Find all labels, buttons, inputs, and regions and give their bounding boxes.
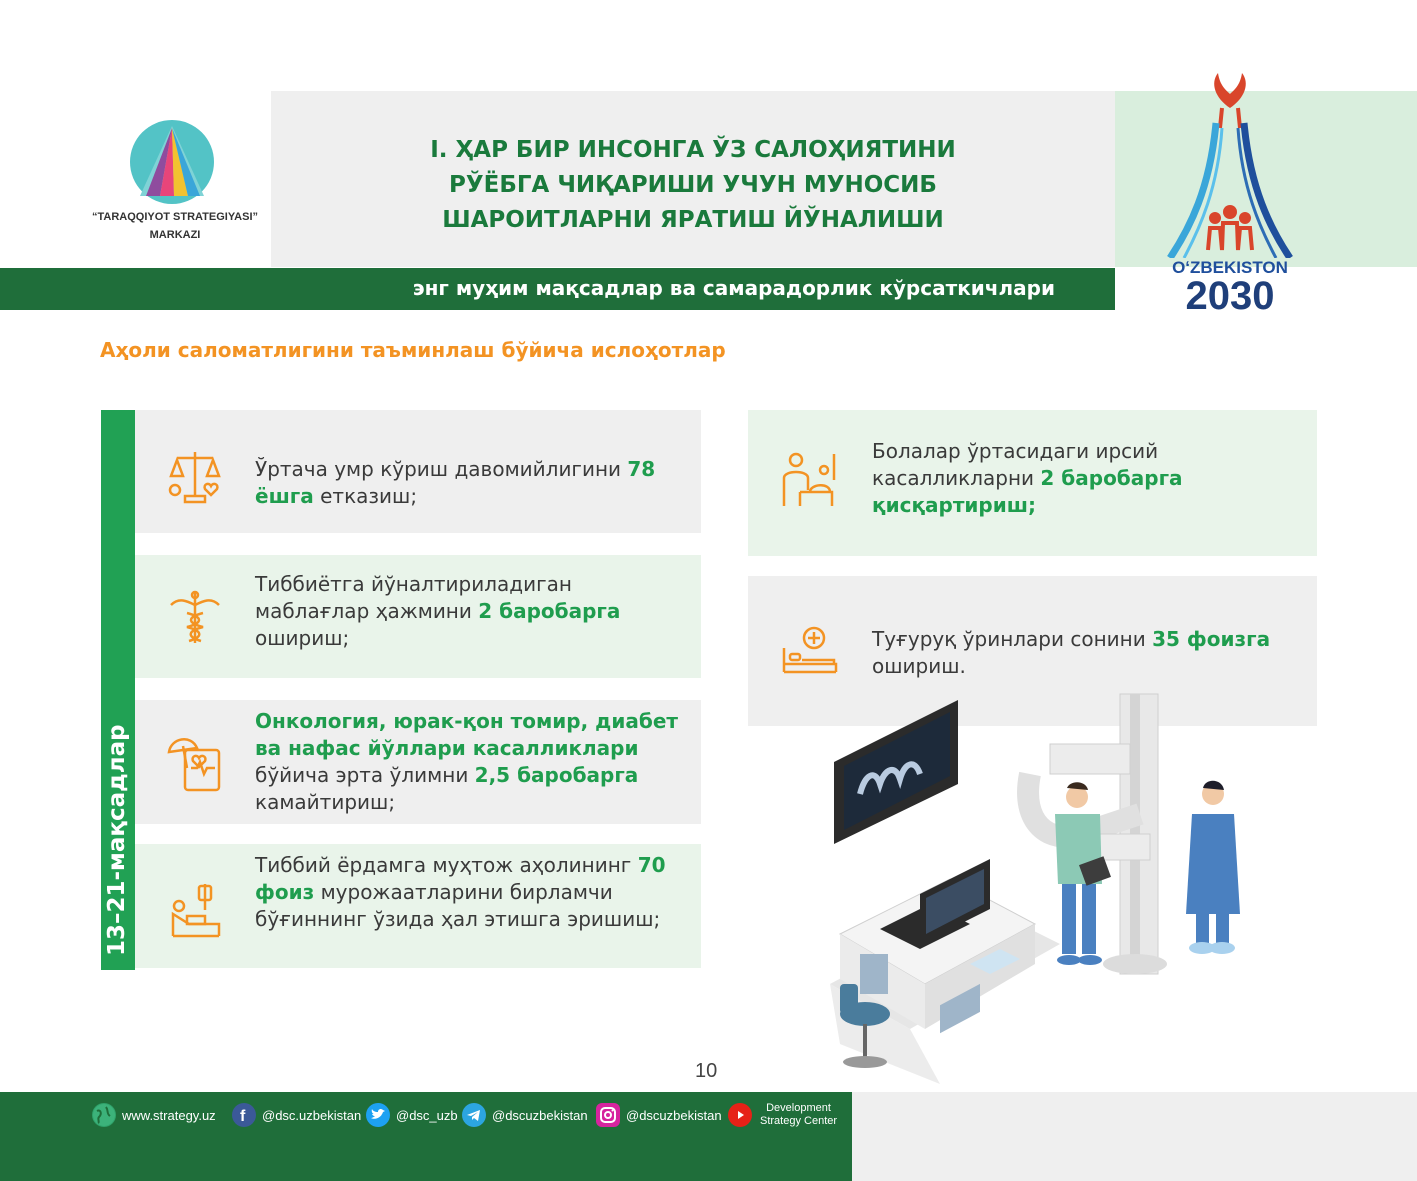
patient-bed-icon — [165, 880, 225, 940]
page-title — [271, 133, 1115, 238]
subtitle-bar — [0, 268, 1115, 310]
subtitle: энг муҳим мақсадлар ва самарадорлик кўрсаткичлари — [412, 276, 1055, 300]
health-umbrella-icon — [165, 732, 225, 792]
svg-text:f: f — [240, 1108, 246, 1125]
globe-icon — [92, 1103, 116, 1127]
logo-text-line1: “TARAQQIYOT STRATEGIYASI” — [91, 211, 259, 223]
goal-card-6-text — [872, 626, 1292, 680]
goal-3-highlight-b: 2,5 баробарга — [474, 763, 639, 787]
dsc-line-1: Development — [766, 1102, 831, 1114]
twitter-link[interactable]: @dsc_uzb — [396, 1107, 458, 1123]
goal-card-1 — [135, 410, 701, 533]
twitter-icon — [366, 1103, 390, 1127]
goal-2-text-b: ошириш; — [255, 626, 350, 650]
uzbekistan-2030-logo — [1160, 68, 1300, 318]
goal-card-3 — [135, 700, 701, 824]
caduceus-icon — [165, 587, 225, 647]
goal-3-highlight-a: Онкология, юрак-қон томир, диабет ва нафас йўллари касалликлари — [255, 709, 678, 760]
scales-heart-icon — [165, 446, 225, 506]
telegram-link[interactable]: @dscuzbekistan — [492, 1107, 588, 1123]
instagram-link[interactable]: @dscuzbekistan — [626, 1107, 722, 1123]
footer-instagram[interactable] — [596, 1103, 722, 1127]
footer-twitter[interactable] — [366, 1103, 458, 1127]
telegram-icon — [462, 1103, 486, 1127]
footer-youtube[interactable] — [728, 1103, 752, 1127]
logo-text-line2: MARKAZI — [149, 229, 201, 241]
goal-card-3-text — [255, 708, 695, 816]
footer-website[interactable] — [92, 1103, 216, 1127]
dental-xray-illustration — [820, 684, 1240, 1089]
uzbekistan-2030-emblem-icon — [1160, 68, 1300, 258]
footer-right-panel — [852, 1092, 1417, 1181]
section-heading: Аҳоли саломатлигини таъминлаш бўйича ислоҳотлар — [100, 338, 726, 362]
goal-5-highlight: 2 баробарга қисқартириш; — [872, 466, 1183, 517]
tent-logo-icon — [80, 110, 270, 205]
doctor-icon — [1186, 781, 1240, 954]
goals-vertical-bar — [101, 410, 135, 970]
goal-card-5 — [748, 410, 1317, 556]
goals-label: 13–21-мақсадлар — [104, 724, 130, 956]
goal-6-text-a: Туғуруқ ўринлари сонини — [872, 627, 1153, 651]
goal-3-text-a: бўйича эрта ўлимни — [255, 763, 475, 787]
youtube-icon — [728, 1103, 752, 1127]
goal-4-highlight: 70 фоиз — [255, 853, 666, 904]
goal-3-text-b: камайтириш; — [255, 790, 396, 814]
goal-1-text-b: етказиш; — [313, 484, 418, 508]
dsc-line-2: Strategy Center — [760, 1115, 838, 1127]
footer-facebook[interactable] — [232, 1103, 361, 1127]
facebook-link[interactable]: @dsc.uzbekistan — [262, 1107, 362, 1123]
goal-card-2-text — [255, 571, 675, 652]
goal-card-5-text — [872, 438, 1292, 519]
goal-6-highlight: 35 фоизга — [1152, 627, 1271, 651]
goal-1-highlight: 78 ёшга — [255, 457, 656, 508]
doctor-child-icon — [780, 450, 840, 510]
goal-4-text-a: Тиббий ёрдамга муҳтож аҳолининг — [255, 853, 638, 877]
development-strategy-center-label — [760, 1102, 837, 1128]
facebook-icon — [232, 1103, 256, 1127]
title-line-1: I. ҲАР БИР ИНСОНГА ЎЗ САЛОҲИЯТИНИ — [430, 137, 956, 163]
footer-telegram[interactable] — [462, 1103, 588, 1127]
goal-card-2 — [135, 555, 701, 678]
title-box — [271, 91, 1115, 267]
instagram-icon — [596, 1103, 620, 1127]
goal-2-text-a: Тиббиётга йўналтириладиган маблағлар ҳажмини — [255, 572, 572, 623]
hospital-bed-icon — [780, 622, 840, 682]
dsc-logo — [80, 110, 270, 260]
title-line-2: РЎЁБГА ЧИҚАРИШИ УЧУН МУНОСИБ — [449, 172, 937, 198]
goal-4-text-b: мурожаатларини бирламчи бўғиннинг ўзида ҳал этишга эришиш; — [255, 880, 661, 931]
wall-monitor-icon — [834, 700, 958, 844]
goal-6-text-b: ошириш. — [872, 654, 966, 678]
goal-2-highlight: 2 баробарга — [478, 599, 621, 623]
patient-icon — [1055, 782, 1111, 965]
page-number: 10 — [695, 1060, 718, 1082]
goal-card-4-text — [255, 852, 685, 933]
uz-logo-year: 2030 — [1185, 274, 1275, 318]
website-link[interactable]: www.strategy.uz — [122, 1107, 216, 1123]
goal-1-text-a: Ўртача умр кўриш давомийлигини — [255, 457, 628, 481]
goal-5-text-a: Болалар ўртасидаги ирсий касалликларни — [872, 439, 1159, 490]
uz-logo-word: OʻZBEKISTON — [1172, 258, 1288, 277]
title-line-3: ШАРОИТЛАРНИ ЯРАТИШ ЙЎНАЛИШИ — [442, 207, 944, 233]
goal-card-4 — [135, 844, 701, 968]
goal-card-1-text — [255, 456, 675, 510]
